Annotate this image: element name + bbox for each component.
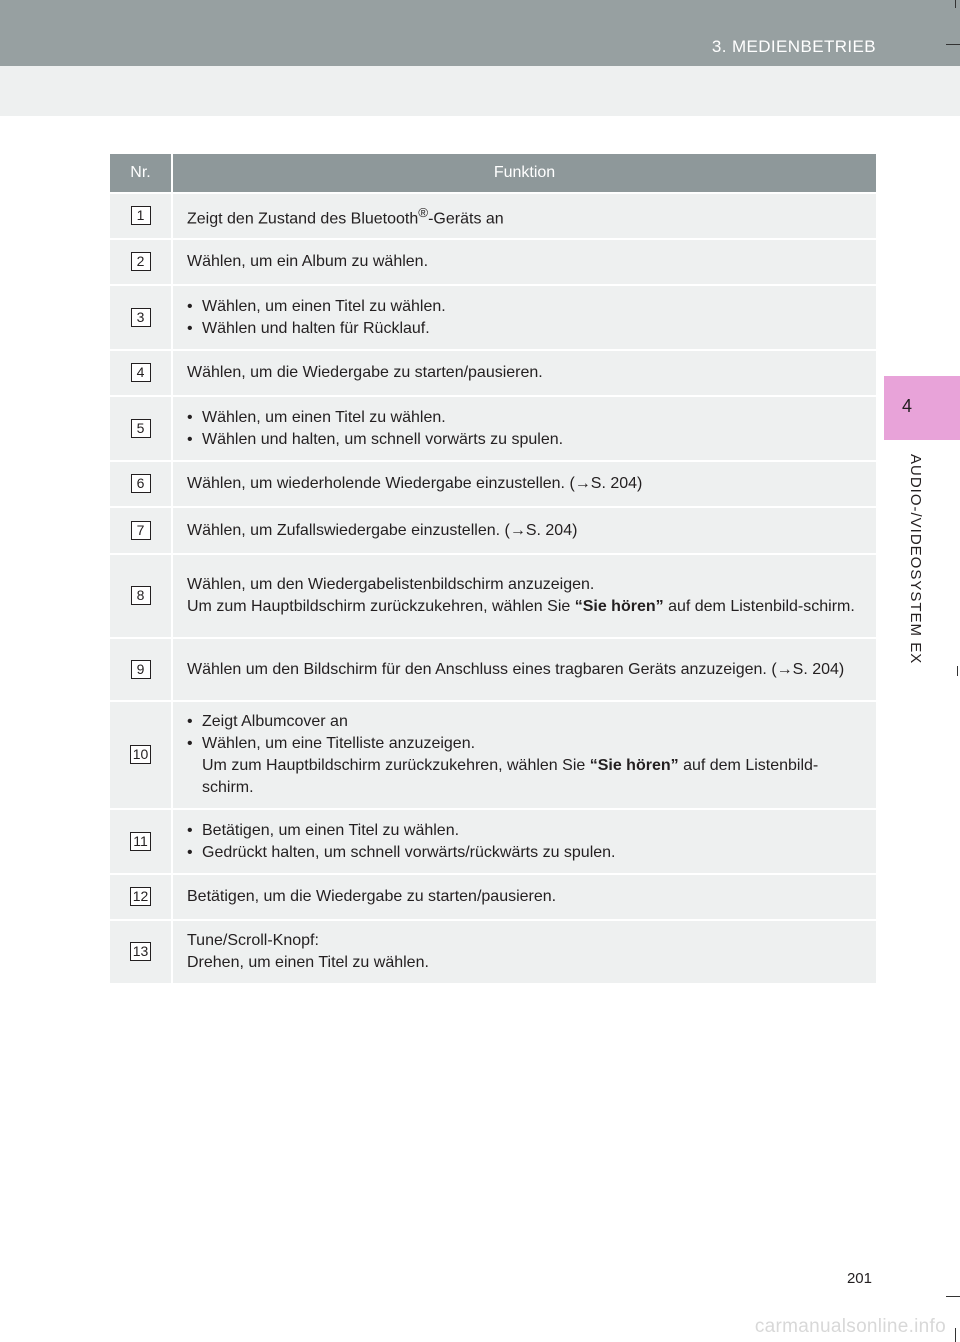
- bullet-item: • Gedrückt halten, um schnell vorwärts/rückwärts zu spulen.: [187, 842, 864, 864]
- column-header-function: Funktion: [172, 154, 876, 193]
- row-number-cell: [110, 350, 172, 396]
- table-row: [110, 874, 876, 920]
- function-cell: [172, 350, 876, 396]
- row-number-cell: [110, 554, 172, 638]
- sie-hoeren-label: “Sie hören”: [589, 757, 679, 775]
- bullet-item: • Wählen, um eine Titelliste anzuzeigen. Um zum Hauptbildschirm zurückzukehren, wählen Sie “Sie hören” auf dem Listenbild-schirm.: [187, 733, 864, 799]
- function-cell: [172, 239, 876, 285]
- row-number-badge: 11: [130, 832, 151, 851]
- table-row: [110, 507, 876, 554]
- function-cell: [172, 396, 876, 461]
- table-row: [110, 809, 876, 874]
- function-text: Drehen, um einen Titel zu wählen.: [187, 954, 429, 972]
- row-number-cell: [110, 507, 172, 554]
- chapter-tab-number: 4: [901, 396, 912, 416]
- bullet-subtext: Um zum Hauptbildschirm zurückzukehren, wählen Sie “Sie hören” auf dem Listenbild-schirm.: [202, 757, 819, 797]
- row-number-cell: [110, 396, 172, 461]
- table-row: [110, 239, 876, 285]
- function-cell: [172, 461, 876, 507]
- bullet-item: • Zeigt Albumcover an: [187, 711, 864, 733]
- table-row: [110, 920, 876, 983]
- row-number-cell: [110, 285, 172, 350]
- table-row: [110, 193, 876, 239]
- function-text-line: Um zum Hauptbildschirm zurückzukehren, wählen Sie “Sie hören” auf dem Listenbild-schirm.: [187, 598, 855, 616]
- function-text: Betätigen, um die Wiedergabe zu starten/pausieren.: [187, 888, 557, 906]
- registered-mark: ®: [418, 205, 429, 220]
- crop-mark: [955, 1328, 956, 1342]
- row-number-cell: [110, 239, 172, 285]
- row-number-badge: 10: [130, 745, 152, 764]
- table-row: [110, 701, 876, 809]
- table-row: [110, 461, 876, 507]
- row-number-badge: 13: [130, 942, 152, 961]
- bullet-item: • Wählen, um einen Titel zu wählen.: [187, 296, 864, 318]
- row-number-badge: 7: [131, 521, 151, 540]
- bullet-text: Wählen und halten, um schnell vorwärts zu spulen.: [202, 430, 564, 448]
- function-text: Wählen, um Zufallswiedergabe einzustellen. (→S. 204): [187, 521, 578, 539]
- row-number-cell: [110, 193, 172, 239]
- function-text: Wählen, um ein Album zu wählen.: [187, 253, 429, 271]
- row-number-badge: 4: [131, 363, 151, 382]
- bullet-text: Zeigt Albumcover an: [202, 713, 348, 731]
- bullet-item: • Betätigen, um einen Titel zu wählen.: [187, 820, 864, 842]
- bullet-text: Wählen, um einen Titel zu wählen.: [202, 408, 446, 426]
- function-text: Tune/Scroll-Knopf:: [187, 932, 319, 950]
- bullet-text: Wählen, um eine Titelliste anzuzeigen.: [202, 735, 476, 753]
- row-number-badge: 12: [130, 887, 152, 906]
- function-text: Zeigt den Zustand des Bluetooth: [187, 210, 419, 228]
- bullet-item: • Wählen und halten, um schnell vorwärts zu spulen.: [187, 429, 864, 451]
- chapter-title: 3. MEDIENBETRIEB: [711, 37, 876, 56]
- row-number-badge: 9: [131, 660, 151, 679]
- watermark: carmanualsonline.info: [754, 1316, 946, 1337]
- function-table: [110, 154, 876, 983]
- chapter-side-label: AUDIO-/VIDEOSYSTEM EX: [907, 454, 924, 665]
- function-text: -Geräts an: [428, 210, 504, 228]
- row-number-cell: [110, 920, 172, 983]
- row-number-cell: [110, 638, 172, 701]
- crop-mark: [946, 1296, 960, 1297]
- bullet-item: • Wählen und halten für Rücklauf.: [187, 318, 864, 340]
- row-number-badge: 8: [131, 586, 151, 605]
- crop-mark: [955, 0, 956, 8]
- row-number-cell: [110, 809, 172, 874]
- function-cell: [172, 554, 876, 638]
- row-number-badge: 5: [131, 419, 151, 438]
- row-number-badge: 3: [131, 308, 151, 327]
- table-row: [110, 638, 876, 701]
- bullet-item: • Wählen, um einen Titel zu wählen.: [187, 407, 864, 429]
- crop-mark: [957, 666, 958, 676]
- column-header-nr: Nr.: [110, 154, 172, 193]
- bullet-text: Betätigen, um einen Titel zu wählen.: [202, 821, 460, 839]
- table-row: [110, 396, 876, 461]
- bullet-text: Wählen und halten für Rücklauf.: [202, 319, 430, 337]
- function-cell: [172, 193, 876, 239]
- bullet-text: Gedrückt halten, um schnell vorwärts/rückwärts zu spulen.: [202, 843, 616, 861]
- function-cell: [172, 809, 876, 874]
- row-number-badge: 1: [131, 206, 151, 225]
- row-number-badge: 6: [131, 474, 151, 493]
- table-row: [110, 350, 876, 396]
- row-number-cell: [110, 874, 172, 920]
- function-text: Wählen, um den Wiedergabelistenbildschirm anzuzeigen.: [187, 576, 595, 594]
- function-cell: [172, 701, 876, 809]
- sie-hoeren-label: “Sie hören”: [574, 598, 664, 616]
- function-cell: [172, 507, 876, 554]
- function-cell: [172, 285, 876, 350]
- row-number-cell: [110, 461, 172, 507]
- function-cell: [172, 638, 876, 701]
- header-subband: [0, 66, 960, 116]
- function-text: Wählen, um wiederholende Wiedergabe einzustellen. (→S. 204): [187, 475, 643, 493]
- page-number: 201: [846, 1270, 872, 1287]
- function-cell: [172, 874, 876, 920]
- table-row: [110, 554, 876, 638]
- row-number-badge: 2: [131, 252, 151, 271]
- table-row: [110, 285, 876, 350]
- function-cell: [172, 920, 876, 983]
- function-text: Wählen um den Bildschirm für den Anschluss eines tragbaren Geräts anzuzeigen. (→S. 204): [187, 660, 845, 678]
- function-text: Wählen, um die Wiedergabe zu starten/pausieren.: [187, 364, 543, 382]
- bullet-text: Wählen, um einen Titel zu wählen.: [202, 297, 446, 315]
- table-header-row: [110, 154, 876, 193]
- crop-mark: [946, 44, 960, 45]
- row-number-cell: [110, 701, 172, 809]
